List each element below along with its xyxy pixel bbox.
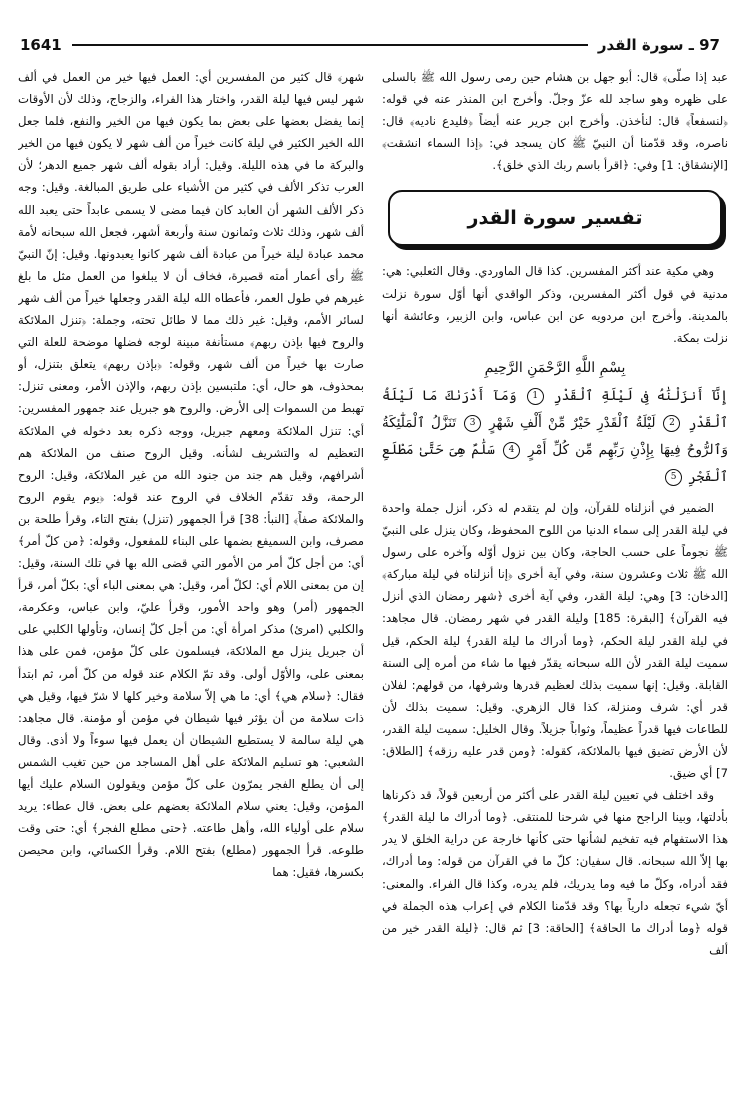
ayah-number-2: 2: [663, 415, 680, 432]
ayah-number-1: 1: [527, 388, 544, 405]
ayah-5: سَلَٰمٌ هِىَ حَتَّىٰ مَطْلَعِ ٱلْفَجْرِ: [382, 441, 728, 485]
ayah-4: تَنَزَّلُ ٱلْمَلَٰٓئِكَةُ وَٱلرُّوحُ فِيهَا بِإِذْنِ رَبِّهِم مِّن كُلِّ أَمْرٍ: [382, 414, 728, 458]
tafsir-paragraph: الضمير في أنزلناه للقرآن، وإن لم يتقدم له ذكر، أنزل جملة واحدة في ليلة القدر إلى سماء الدنيا من اللوح المحفوظ، وكان ينزل على النبيّ ﷺ نجوماً على حسب الحاجة، وكان بين نزول أوّله وآخره على رسول الله ﷺ ثلاث وعشرون سنة، وفي آية أخرى ﴿إنا أنزلناه في ليلة مباركة﴾ [الدخان: 3] وهي: ليلة القدر، وفي آية أخرى ﴿شهر رمضان الذي أنزل فيه القرآن﴾ [البقرة: 185] وليلة القدر في شهر رمضان. قال مجاهد: في ليلة القدر ليلة الحكم، ﴿وما أدراك ما ليلة القدر﴾ ليلة الحكم، قيل سميت ليلة القدر لأن الله سبحانه يقدّر فيها ما شاء من أمره إلى السنة القابلة. وقيل: إنها سميت بذلك لعظيم قدرها وشرفها، من قولهم: لفلان قدر أي: شرف ومنزلة، كذا قال الزهري. وقيل: سميت بذلك لأن للطاعات فيها قدراً عظيماً، وثواباً جزيلاً. وقال الخليل: سميت ليلة القدر، لأن الأرض تضيق فيها بالملائكة، كقوله: ﴿ومن قدر عليه رزقه﴾ [الطلاق: 7] أي ضيق.: [382, 500, 728, 781]
paragraph-continued: عبد إذا صلّى﴾ قال: أبو جهل بن هشام حين رمى رسول الله ﷺ بالسلى على ظهره وهو ساجد لله عزّ وجلّ. وأخرج ابن المنذر عنه في قوله: ﴿لنسفعاً﴾ قال: لنأخذن. وأخرج ابن جرير عنه أيضاً ﴿فليدع ناديه﴾ قال: ناصره، وقد قدّمنا أن النبيّ ﷺ كان يسجد في: ﴿إذا السماء انشقت﴾ [الإنشقاق: 1] وفي: ﴿اقرأ باسم ربك الذي خلق﴾.: [382, 70, 728, 173]
page-header: [20, 34, 720, 56]
surah-intro: وهي مكية عند أكثر المفسرين. كذا قال الماوردي. وقال الثعلبي: هي: مدنية في قول أكثر المفسرين، وذكر الواقدي أنها أوّل سورة نزلت بالمدينة. وأخرج ابن مردويه عن ابن عباس، وابن الزبير، وعائشة أنها نزلت بمكة.: [382, 264, 728, 345]
left-column: [18, 66, 364, 1107]
header-rule: [72, 44, 588, 46]
ayah-number-3: 3: [464, 415, 481, 432]
running-title: 97 ـ سورة القدر: [597, 36, 720, 54]
ayah-3: لَيْلَةُ ٱلْقَدْرِ خَيْرٌ مِّنْ أَلْفِ شَهْرٍ: [489, 414, 656, 431]
tafsir-paragraph: شهر﴾ قال كثير من المفسرين أي: العمل فيها خير من العمل في ألف شهر ليس فيها ليلة القدر، واختار هذا الفراء، والزجاج، وذلك لأن الأوقات إنما يفضل بعضها على بعض بما يكون فيها من الخير والنفع، فلما جعل الله الخير الكثير في ليلة كانت خيراً من ألف شهر لا يكون فيها من الخير والبركة ما في هذه الليلة. وقيل: أراد بقوله ألف شهر جميع الدهر؛ لأن العرب تذكر الألف في كثير من الأشياء على طريق المبالغة. وقيل: وجه ذكر الألف الشهر أن العابد كان فيما مضى لا يسمى عابداً حتى يعبد الله ألف شهر، وذلك ثلاث وثمانون سنة وأربعة أشهر، فجعل الله سبحانه لأمة محمد عبادة ليلة خيراً من عبادة ألف شهر كانوا يعبدونها. وقيل: إنّ النبيّ ﷺ رأى أعمار أمته قصيرة، فخاف أن لا يبلغوا من العمل مثل ما بلغ غيرهم في طول العمر، فأعطاه الله ليلة القدر وجعلها خيراً من ألف شهر لسائر الأمم، وقيل: غير ذلك مما لا طائل تحته، وجملة: ﴿تنزل الملائكة والروح فيها بإذن ربهم﴾ مستأنفة مبينة لوجه فضلها موضحة للعلة التي صارت بها خيراً من ألف شهر، وقوله: ﴿بإذن ربهم﴾ يتعلق بتنزل، أو بمحذوف، هو حال، أي: ملتبسين بإذن ربهم، والإذن الأمر، ومعنى تنزل: تهبط من السموات إلى الأرض. والروح هو جبريل عند جمهور المفسرين: أي: تنزل الملائكة ومعهم جبريل، ووجه ذكره بعد دخوله في الملائكة التعظيم له والتشريف لشأنه. وقيل الروح صنف من الملائكة هم أشرافهم، وقيل هم جند من جنود الله من غير الملائكة، وقيل: الروح الرحمة، وقد تقدّم الخلاف في الروح عند قوله: ﴿يوم يقوم الروح والملائكة صفاً﴾ [النبأ: 38] قرأ الجمهور (تنزل) بفتح التاء، وقرأ طلحة بن مصرف، وابن السميفع بضمها على البناء للمفعول، وقوله: ﴿من كلّ أمر﴾ أي: من أجل كلّ أمر من الأمور التي قضى الله بها في تلك السنة، وقيل: إن من بمعنى اللام أي: لكلّ أمر، وقيل: هي بمعنى الباء أي: بكلّ أمر، قرأ الجمهور (أمر) وهو واحد الأمور، وقرأ عليّ، وابن عباس، وعكرمة، والكلبي (امرئ) مذكر امرأة أي: من أجل كلّ إنسان، وتأولها الكلبي على أن جبريل ينزل مع الملائكة، فيسلمون على كلّ مؤمن، فمن على هذا بمعنى على، والأوّل أولى. وقد تمّ الكلام عند قوله من كلّ أمر، ثم ابتدأ فقال: ﴿سلام هي﴾ أي: ما هي إلاّ سلامة وخير كلها لا شرّ فيها، وقيل هي ذات سلامة من أن يؤثر فيها شيطان في مؤمن أو مؤمنة. قال مجاهد: هي ليلة سالمة لا يستطيع الشيطان أن يعمل فيها سوءاً ولا أذى. وقال الشعبي: هو تسليم الملائكة على أهل المساجد من حين تغيب الشمس إلى أن يطلع الفجر يمرّون على كلّ مؤمن ويقولون السلام عليك أيها المؤمن، وقيل: يعني سلام الملائكة بعضهم على بعض. قال عطاء: يريد سلام على أولياء الله، وأهل طاعته. ﴿حتى مطلع الفجر﴾ أي: حتى وقت طلوعه. قرأ الجمهور (مطلع) بفتح اللام. وقرأ الكسائي، وابن محيصن بكسرها، فقيل: هما: [18, 70, 364, 880]
tafsir-paragraph: وقد اختلف في تعيين ليلة القدر على أكثر من أربعين قولاً، قد ذكرناها بأدلتها، وبينا الراجح منها في شرحنا للمنتقى. ﴿وما أدراك ما ليلة القدر﴾ هذا الاستفهام فيه تفخيم لشأنها حتى كأنها خارجة عن دراية الخلق لا يدر بها إلاّ الله سبحانه. قال سفيان: كلّ ما في القرآن من قوله: وما أدراك، فقد أدراه، وكلّ ما فيه وما يدريك، فلم يدره، وكذا قال الفراء. والمعنى: أيّ شيء تجعله دارياً بها؟ وقد قدّمنا الكلام في إعراب هذه الجملة في قوله ﴿وما أدراك ما الحاقة﴾ [الحاقة: 3] ثم قال: ﴿ليلة القدر خير من ألف: [382, 788, 728, 957]
basmala: بِسْمِ اللَّهِ الرَّحْمَنِ الرَّحِيمِ: [484, 359, 626, 376]
surah-title-box: [388, 190, 722, 246]
surah-title: تفسير سورة القدر: [467, 207, 643, 230]
ayah-number-4: 4: [503, 442, 520, 459]
ayah-number-5: 5: [665, 469, 682, 486]
ayah-1: إِنَّآ أَنزَلْنَٰهُ فِى لَيْلَةِ ٱلْقَدْرِ: [553, 387, 728, 404]
page-number: 1641: [20, 36, 62, 54]
right-column: [382, 66, 728, 1107]
ayah-2: وَمَآ أَدْرَىٰكَ مَا لَيْلَةُ ٱلْقَدْرِ: [382, 387, 728, 431]
surah-verses: [382, 383, 728, 491]
